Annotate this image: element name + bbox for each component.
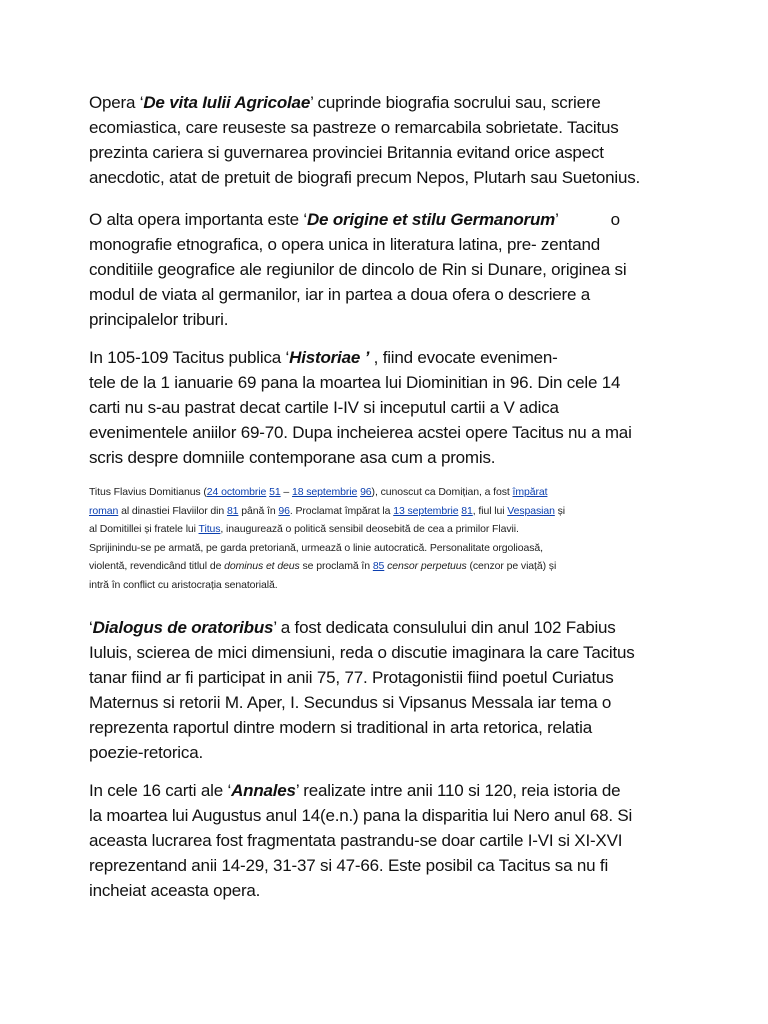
text-line xyxy=(89,90,689,115)
text-span: O alta opera importanta este ‘ xyxy=(89,210,307,229)
link-titus[interactable]: Titus xyxy=(198,523,221,535)
paragraph-annales xyxy=(89,778,689,903)
link-81[interactable]: 81 xyxy=(226,504,239,517)
text-line: scris despre domniile contemporane asa cum a promis. xyxy=(89,448,496,467)
text-line: aceasta lucrarea fost fragmentata pastrandu-se doar cartile I-VI si XI-XVI xyxy=(89,831,623,850)
link-roman[interactable]: roman xyxy=(89,504,119,517)
paragraph-dialogus xyxy=(89,615,689,765)
link-vespasian[interactable]: Vespasian xyxy=(507,504,555,517)
text-line: conditiile geografice ale regiunilor de dincolo de Rin si Dunare, originea si xyxy=(89,260,627,279)
text-line: prezinta cariera si guvernarea provinciei Britannia evitand orice aspect xyxy=(89,143,604,162)
link-85[interactable]: 85 xyxy=(372,560,385,572)
text-line xyxy=(89,345,689,370)
text-line: al Domitillei și fratele lui Titus, inaugurează o politică sensibil deosebită de cea a primilor Flavii. xyxy=(89,523,519,535)
link-18-septembrie[interactable]: 18 septembrie xyxy=(291,486,358,498)
text-line: poezie-retorica. xyxy=(89,743,203,762)
text-line xyxy=(89,615,689,640)
text-line: intră în conflict cu aristocrația senatorială. xyxy=(89,578,278,591)
text-span: Opera ‘ xyxy=(89,93,144,112)
text-line: monografie etnografica, o opera unica in literatura latina, pre- zentand xyxy=(89,235,601,254)
text-line: violentă, revendicând titlul de dominus et deus se proclamă în 85 censor perpetuus (cenzor pe viață) și xyxy=(89,560,557,572)
link-96[interactable]: 96 xyxy=(360,486,372,498)
work-title: De origine et stilu Germanorum xyxy=(306,210,556,229)
text-line: tele de la 1 ianuarie 69 pana la moartea lui Diominitian in 96. Din cele 14 xyxy=(89,373,621,392)
text-line: incheiat aceasta opera. xyxy=(89,881,261,900)
text-line: tanar fiind ar fi participat in anii 75, 77. Protagonistii fiind poetul Curiatus xyxy=(89,668,614,687)
text-span: ‘ xyxy=(89,618,93,637)
text-span: ’ xyxy=(555,210,559,229)
text-span: o xyxy=(610,210,620,229)
text-line: anecdotic, atat de pretuit de biografi precum Nepos, Plutarh sau Suetonius. xyxy=(89,168,641,187)
link-51[interactable]: 51 xyxy=(269,486,281,498)
text-span: ’ cuprinde biografia socrului sau, scriere xyxy=(310,93,601,112)
link-24-octombrie[interactable]: 24 octombrie xyxy=(206,486,267,498)
text-line xyxy=(89,778,689,803)
link-13-septembrie[interactable]: 13 septembrie xyxy=(393,504,459,517)
text-line: la moartea lui Augustus anul 14(e.n.) pana la disparitia lui Nero anul 68. Si xyxy=(89,806,633,825)
text-line: reprezentand anii 14-29, 31-37 si 47-66. Este posibil ca Tacitus sa nu fi xyxy=(89,856,609,875)
paragraph-agricola xyxy=(89,90,689,190)
text-line: Sprijinindu-se pe armată, pe garda pretoriană, urmează o linie autocratică. Personalitate orgolioasă, xyxy=(89,541,543,554)
text-line: reprezenta raportul dintre modern si traditional in arta retorica, relatia xyxy=(89,718,593,737)
link-96b[interactable]: 96 xyxy=(278,504,290,517)
text-span: ’ a fost dedicata consulului din anul 102 Fabius xyxy=(273,618,616,637)
work-title: Historiae ’ xyxy=(289,348,370,367)
text-line: ecomiastica, care reuseste sa pastreze o remarcabila sobrietate. Tacitus xyxy=(89,118,619,137)
paragraph-historiae xyxy=(89,345,689,470)
text-span: In cele 16 carti ale ‘ xyxy=(89,781,232,800)
text-line: modul de viata al germanilor, iar in partea a doua ofera o descriere a xyxy=(89,285,591,304)
work-title: Annales xyxy=(231,781,296,800)
text-span: ’ realizate intre anii 110 si 120, reia istoria de xyxy=(295,781,621,800)
text-line: Iuluis, scierea de mici dimensiuni, reda o discutie imaginara la care Tacitus xyxy=(89,643,635,662)
text-span: In 105-109 Tacitus publica ‘ xyxy=(89,348,290,367)
link-81b[interactable]: 81 xyxy=(461,504,473,517)
text-line xyxy=(89,207,689,232)
work-title: Dialogus de oratoribus xyxy=(92,618,274,637)
text-line: evenimentele aniilor 69-70. Dupa incheierea acstei opere Tacitus nu a mai xyxy=(89,423,632,442)
domitian-excerpt xyxy=(89,483,689,594)
text-line: Titus Flavius Domitianus (24 octombrie 51 – 18 septembrie 96), cunoscut ca Domițian, a fost împărat xyxy=(89,486,548,498)
text-line: carti nu s-au pastrat decat cartile I-IV si inceputul cartii a V adica xyxy=(89,398,559,417)
text-line: Maternus si retorii M. Aper, I. Secundus si Vipsanus Messala iar tema o xyxy=(89,693,612,712)
link-imparat[interactable]: împărat xyxy=(512,486,548,498)
text-line: principalelor triburi. xyxy=(89,310,229,329)
text-span: , fiind evocate evenimen- xyxy=(369,348,558,367)
paragraph-germania xyxy=(89,207,689,332)
work-title: De vita Iulii Agricolae xyxy=(143,93,311,112)
text-line: roman al dinastiei Flaviilor din 81 până în 96. Proclamat împărat la 13 septembrie 81, fiul lui Vespasian și xyxy=(89,504,566,517)
